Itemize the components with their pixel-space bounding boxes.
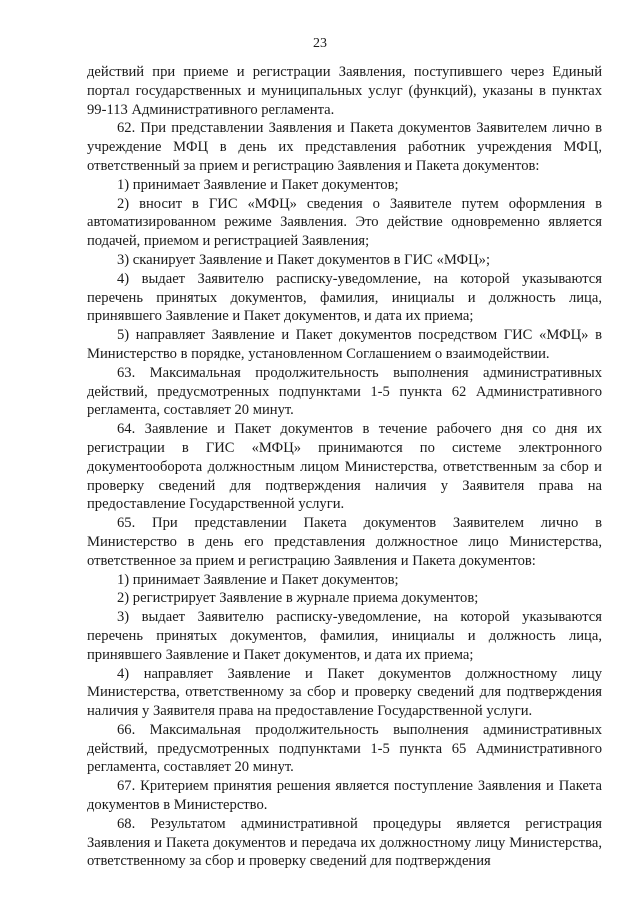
document-body (87, 63, 602, 871)
paragraph-66: 66. Максимальная продолжительность выполнения административных действий, предусмотренных подпунктами 1-5 пункта 65 Административного регламента, составляет 20 минут. (87, 721, 602, 776)
page-number: 23 (313, 36, 327, 51)
paragraph-continuation: действий при приеме и регистрации Заявления, поступившего через Единый портал государственных и муниципальных услуг (функций), указаны в пунктах 99-113 Административного регламента. (87, 64, 602, 118)
paragraph-64: 64. Заявление и Пакет документов в течение рабочего дня со дня их регистрации в ГИС «МФЦ» принимаются по системе электронного документооборота должностным лицом Министерства, ответственным за сбор и проверку сведений для подтверждения наличия у Заявителя права на предоставление Государственной услуги. (87, 421, 602, 513)
paragraph-62-item-4: 4) выдает Заявителю расписку-уведомление, на которой указываются перечень принятых документов, фамилия, инициалы и должность лица, принявшего Заявление и Пакет документов, и дата их приема; (87, 270, 602, 325)
paragraph-67: 67. Критерием принятия решения является поступление Заявления и Пакета документов в Министерство. (87, 778, 602, 814)
paragraph-68: 68. Результатом административной процедуры является регистрация Заявления и Пакета документов и передача их должностному лицу Министерства, ответственному за сбор и проверку сведений для подтверждения (87, 815, 602, 870)
paragraph-65-item-2: 2) регистрирует Заявление в журнале приема документов; (117, 590, 479, 607)
paragraph-63: 63. Максимальная продолжительность выполнения административных действий, предусмотренных подпунктами 1-5 пункта 62 Административного регламента, составляет 20 минут. (87, 364, 602, 419)
paragraph-62-item-2: 2) вносит в ГИС «МФЦ» сведения о Заявителе путем оформления в автоматизированном режиме Заявления. Это действие одновременно является подачей, приемом и регистрацией Заявления; (87, 195, 602, 250)
paragraph-65-item-3: 3) выдает Заявителю расписку-уведомление, на которой указываются перечень принятых документов, фамилия, инициалы и должность лица, принявшего Заявление и Пакет документов, и дата их приема; (87, 609, 602, 663)
paragraph-62: 62. При представлении Заявления и Пакета документов Заявителем лично в учреждение МФЦ в день их представления работник учреждения МФЦ, ответственный за прием и регистрацию Заявления и Пакета документов: (87, 120, 602, 174)
paragraph-65-item-4: 4) направляет Заявление и Пакет документов должностному лицу Министерства, ответственному за сбор и проверку сведений для подтверждения наличия у Заявителя права на предоставление Государственной услуги. (87, 665, 602, 720)
paragraph-65: 65. При представлении Пакета документов Заявителем лично в Министерство в день его представления должностное лицо Министерства, ответственное за прием и регистрацию Заявления и Пакета документов: (87, 515, 602, 569)
paragraph-62-item-3: 3) сканирует Заявление и Пакет документов в ГИС «МФЦ»; (117, 251, 491, 268)
paragraph-62-item-5: 5) направляет Заявление и Пакет документов посредством ГИС «МФЦ» в Министерство в порядке, установленном Соглашением о взаимодействии. (87, 327, 602, 362)
paragraph-65-item-1: 1) принимает Заявление и Пакет документов; (117, 571, 399, 588)
paragraph-62-item-1: 1) принимает Заявление и Пакет документов; (117, 176, 399, 193)
